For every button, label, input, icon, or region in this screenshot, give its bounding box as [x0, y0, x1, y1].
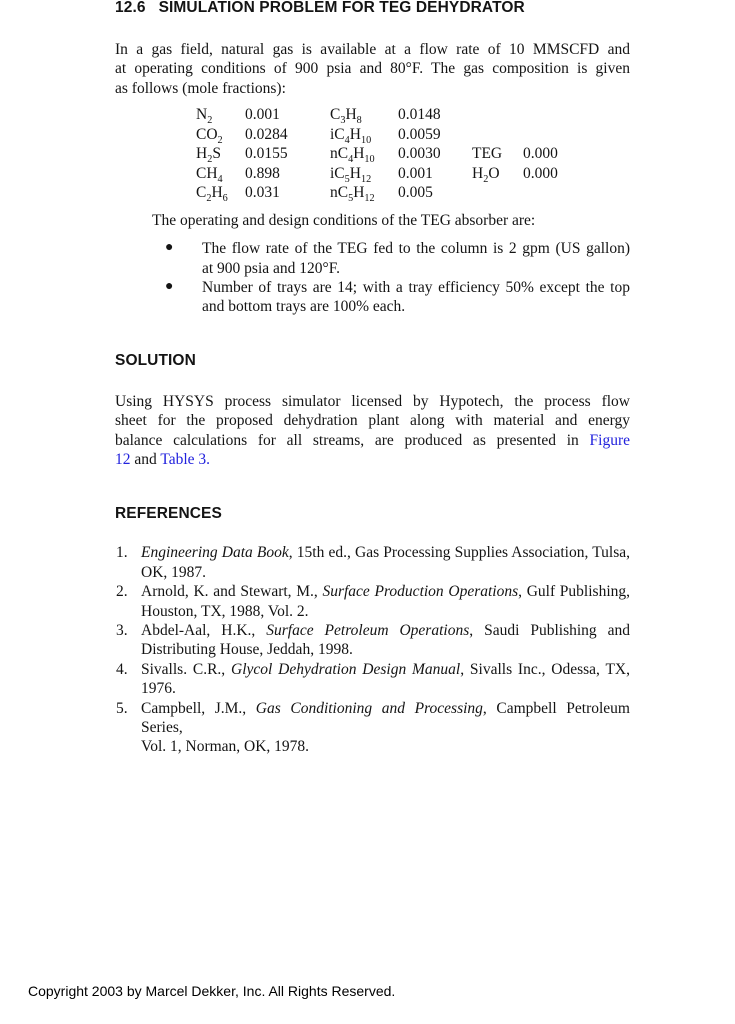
bullet-item-line: at 900 psia and 120°F.: [202, 259, 340, 277]
reference-item-line: [141, 563, 630, 582]
reference-item: [115, 660, 630, 699]
species-formula: $nC_5H_{12}$: [330, 184, 375, 205]
conditions-intro-line: The operating and design conditions of the TEG absorber are:: [152, 211, 536, 229]
mole-fraction-value: 0.0155: [245, 145, 288, 163]
solution-paragraph-line: [115, 411, 630, 430]
body-text: , Gulf Publishing,: [518, 583, 630, 601]
bullet-dot-icon: ●: [165, 240, 174, 256]
reference-number: 5.: [116, 699, 128, 717]
species-formula: $C_3H_8$: [330, 106, 362, 127]
reference-number: 2.: [116, 583, 128, 601]
bullet-item: [115, 239, 630, 278]
body-text: sheet for the proposed dehydration plant along with material and energy: [115, 412, 630, 430]
species-formula: $C_2H_6$: [196, 184, 228, 205]
mole-fraction-value: 0.005: [398, 184, 433, 202]
mole-fraction-value: 0.0030: [398, 145, 441, 163]
reference-number: 4.: [116, 660, 128, 678]
mole-fraction-value: 0.001: [245, 106, 280, 124]
solution-heading: SOLUTION: [115, 351, 196, 369]
reference-number: 3.: [116, 622, 128, 639]
composition-row: [115, 125, 630, 145]
intro-paragraph-line: at operating conditions of 900 psia and 80°F. The gas composition is given: [115, 60, 630, 78]
solution-paragraph-line: [115, 450, 630, 469]
mole-fraction-value: 0.898: [245, 164, 280, 182]
reference-item: [115, 582, 630, 621]
body-text: , Sivalls Inc., Odessa, TX, 1976.: [141, 660, 630, 698]
body-text: , Saudi Publishing and: [469, 622, 631, 639]
species-formula: TEG: [472, 145, 503, 163]
bullet-dot-icon: ●: [165, 278, 174, 294]
reference-item-line: [141, 621, 630, 640]
mole-fraction-value: [523, 105, 630, 125]
italic-text: Surface Petroleum Operations: [266, 622, 470, 639]
species-formula: $CH_4$: [196, 164, 223, 185]
species-formula: $N_2$: [196, 106, 213, 127]
mole-fraction-value: 0.0284: [245, 125, 288, 143]
species-formula: $CO_2$: [196, 125, 223, 146]
composition-row: [115, 144, 630, 164]
body-text: Using HYSYS process simulator licensed by Hypotech, the process flow: [115, 392, 630, 410]
conditions-intro: [115, 211, 630, 230]
reference-number: 1.: [116, 544, 128, 562]
references-heading: REFERENCES: [115, 505, 222, 523]
species-formula: $nC_4H_{10}$: [330, 145, 375, 166]
section-title: SIMULATION PROBLEM FOR TEG DEHYDRATOR: [158, 0, 525, 16]
body-text: OK, 1987.: [141, 563, 207, 581]
section-heading: [115, 0, 630, 16]
italic-text: Glycol Dehydration Design Manual: [231, 660, 461, 678]
species-formula: [472, 125, 523, 145]
body-text: Distributing House, Jeddah, 1998.: [141, 641, 353, 659]
body-text: , 15th ed., Gas Processing Supplies Association, Tulsa,: [288, 544, 630, 562]
intro-paragraph-line: In a gas field, natural gas is available at a flow rate of 10 MMSCFD and: [115, 41, 630, 58]
body-text: , Campbell Petroleum Series,: [141, 699, 630, 737]
species-formula: [472, 105, 523, 125]
page-content: [115, 0, 630, 757]
conditions-bullet-list: [115, 239, 630, 317]
mole-fraction-value: 0.001: [398, 164, 433, 182]
body-text: Houston, TX, 1988, Vol. 2.: [141, 602, 309, 620]
bullet-item-line: The flow rate of the TEG fed to the column is 2 gpm (US gallon): [202, 240, 630, 258]
reference-item-line: [141, 602, 630, 621]
species-formula: $H_2O$: [472, 164, 500, 185]
reference-item-line: [141, 737, 630, 756]
mole-fraction-value: 0.031: [245, 184, 280, 202]
cross-reference-link[interactable]: Table 3.: [160, 450, 211, 468]
solution-paragraph: [115, 392, 630, 470]
body-text: Abdel-Aal, H.K.,: [141, 622, 267, 639]
bullet-item: [115, 278, 630, 317]
body-text: and: [130, 450, 161, 468]
reference-item: [115, 699, 630, 757]
mole-fraction-value: [523, 183, 630, 203]
bullet-item-line: Number of trays are 14; with a tray efficiency 50% except the top: [202, 278, 630, 296]
reference-item-line: [141, 543, 630, 562]
body-text: balance calculations for all streams, are produced as presented in: [115, 431, 590, 449]
section-number: 12.6: [115, 0, 146, 16]
mole-fraction-value: 0.0148: [398, 106, 441, 124]
reference-item-line: [141, 660, 630, 699]
composition-row: [115, 164, 630, 184]
reference-item-line: [141, 699, 630, 738]
solution-paragraph-line: [115, 392, 630, 411]
intro-paragraph-line: as follows (mole fractions):: [115, 79, 286, 97]
species-formula: $iC_5H_{12}$: [330, 164, 372, 185]
species-formula: $iC_4H_{10}$: [330, 125, 372, 146]
composition-row: [115, 183, 630, 203]
solution-paragraph-line: [115, 431, 630, 450]
references-list: [115, 543, 630, 756]
reference-item: [115, 621, 630, 660]
mole-fraction-value: 0.000: [523, 145, 558, 163]
body-text: Arnold, K. and Stewart, M.,: [141, 583, 323, 601]
composition-row: [115, 105, 630, 125]
cross-reference-link[interactable]: Figure: [589, 431, 630, 449]
reference-item-line: [141, 582, 630, 601]
mole-fraction-value: 0.000: [523, 164, 558, 182]
italic-text: Gas Conditioning and Processing: [255, 699, 483, 717]
reference-item-line: [141, 640, 630, 659]
copyright-footer: Copyright 2003 by Marcel Dekker, Inc. All Rights Reserved.: [28, 983, 396, 999]
mole-fraction-value: 0.0059: [398, 125, 441, 143]
cross-reference-link[interactable]: 12: [115, 450, 131, 468]
bullet-item-line: and bottom trays are 100% each.: [202, 298, 406, 316]
species-formula: [472, 183, 523, 203]
body-text: Campbell, J.M.,: [141, 699, 256, 717]
intro-paragraph: [115, 40, 630, 98]
body-text: Sivalls. C.R.,: [141, 660, 231, 678]
body-text: Vol. 1, Norman, OK, 1978.: [141, 738, 310, 756]
gas-composition-table: [115, 105, 630, 203]
italic-text: Surface Production Operations: [322, 583, 519, 601]
species-formula: $H_2S$: [196, 145, 221, 166]
reference-item: [115, 543, 630, 582]
mole-fraction-value: [523, 125, 630, 145]
italic-text: Engineering Data Book: [141, 544, 289, 562]
